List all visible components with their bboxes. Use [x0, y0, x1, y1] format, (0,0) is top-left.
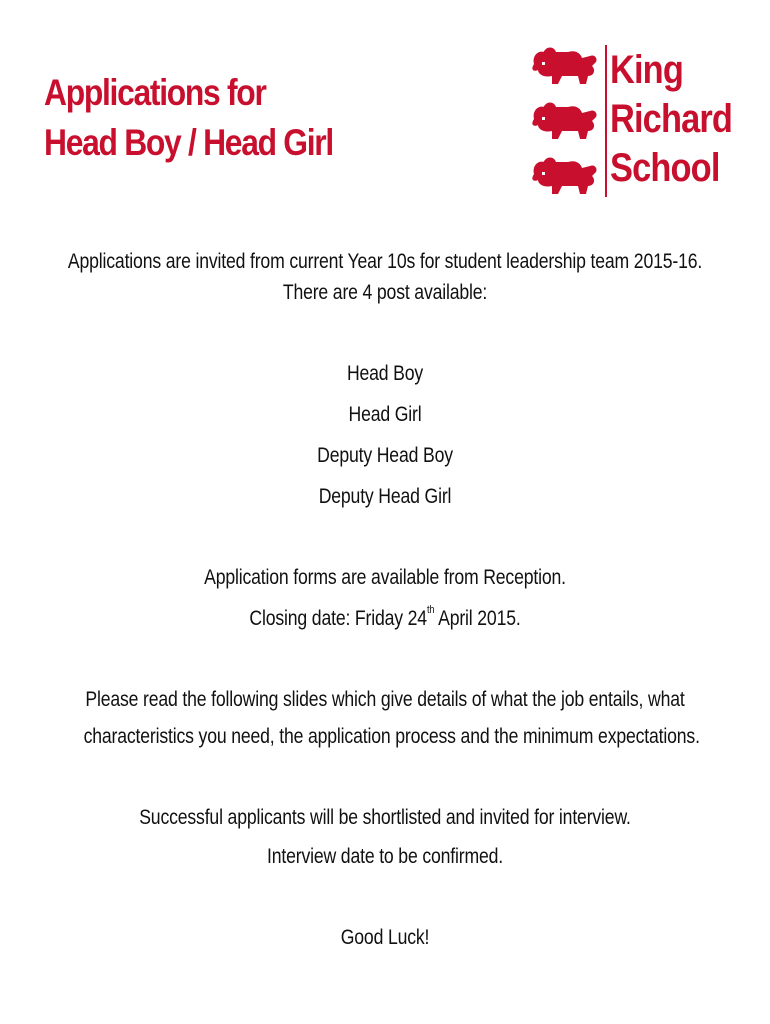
- closing-date-suffix: April 2015.: [434, 607, 521, 630]
- shortlist-line-2: Interview date to be confirmed.: [266, 845, 503, 868]
- post-item: Deputy Head Girl: [318, 485, 452, 508]
- shortlist-line-1: Successful applicants will be shortlisted and invited for interview.: [139, 806, 631, 829]
- school-name: [610, 46, 732, 193]
- details-line-1: Please read the following slides which give details of what the job entails, what: [85, 688, 685, 711]
- page-title: [44, 68, 405, 168]
- forms-line: Application forms are available from Reception.: [204, 566, 566, 589]
- details-line-2: characteristics you need, the application process and the minimum expectations.: [83, 725, 700, 748]
- school-name-line-3: School: [610, 146, 720, 190]
- closing-date-prefix: Closing date: Friday 24: [249, 607, 427, 630]
- intro-line-1: Applications are invited from current Year 10s for student leadership team 2015-16.: [67, 250, 703, 273]
- school-logo: [528, 40, 733, 202]
- logo-divider: [605, 45, 607, 197]
- post-item: Head Boy: [346, 362, 424, 385]
- title-line-1: Applications for: [44, 72, 266, 113]
- good-luck: Good Luck!: [340, 926, 430, 949]
- intro-line-2: There are 4 post available:: [282, 281, 488, 304]
- closing-date: [62, 604, 709, 631]
- school-name-line-1: King: [610, 48, 683, 92]
- school-name-line-2: Richard: [610, 97, 733, 141]
- post-item: Head Girl: [348, 403, 422, 426]
- title-line-2: Head Boy / Head Girl: [44, 122, 333, 163]
- closing-date-ordinal: th: [426, 604, 435, 616]
- post-item: Deputy Head Boy: [317, 444, 453, 467]
- three-lions-crest-icon: [528, 40, 600, 202]
